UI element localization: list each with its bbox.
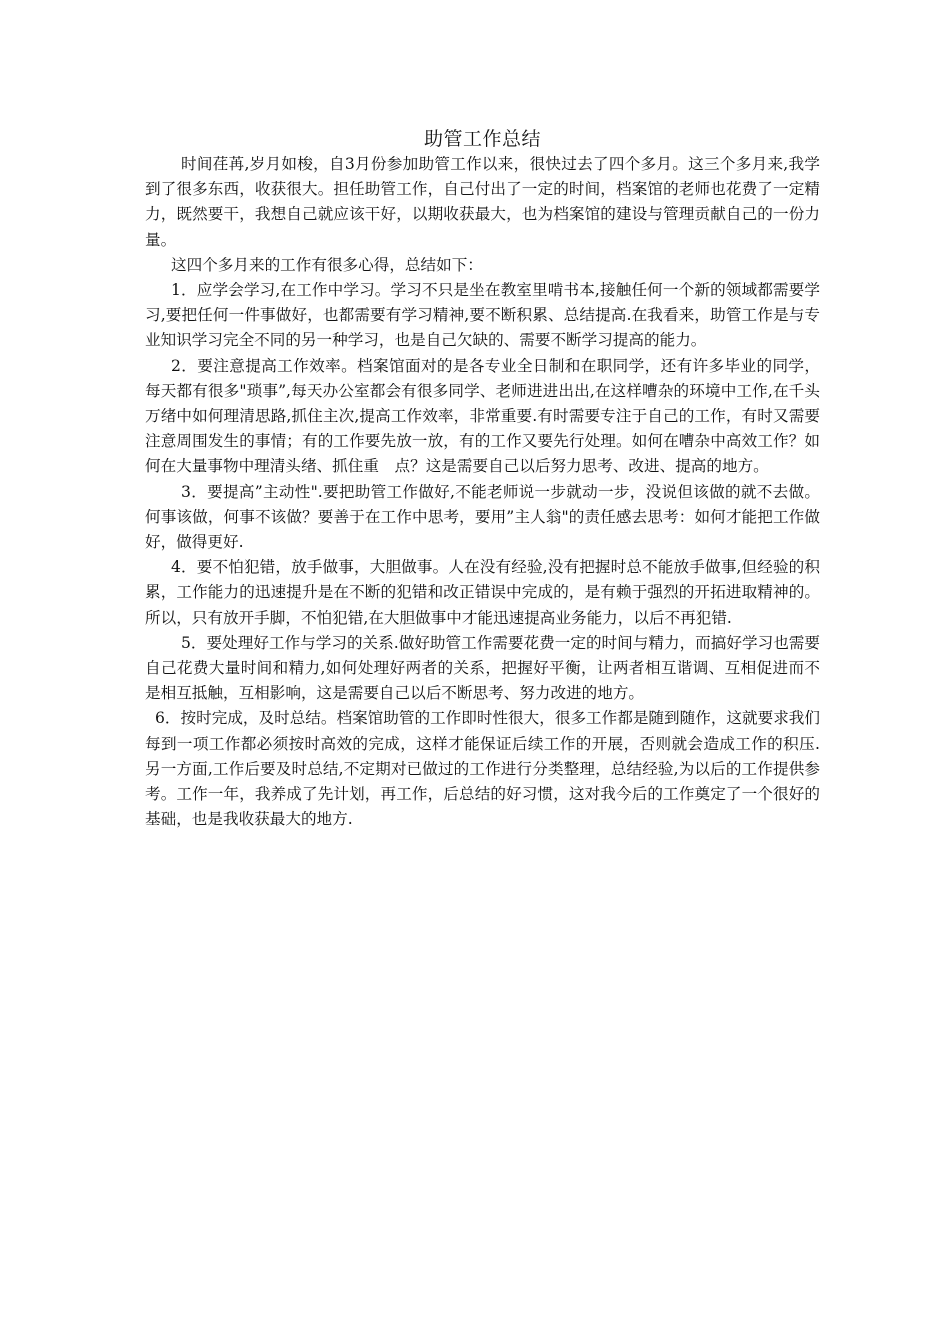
paragraph-point-2: 2．要注意提高工作效率。档案馆面对的是各专业全日制和在职同学，还有许多毕业的同学，每天都有很多"琐事”,每天办公室都会有很多同学、老师进进出出,在这样嘈杂的环境中工作,在千头万绪中如何理清思路,抓住主次,提高工作效率，非常重要.有时需要专注于自己的工作，有时又需要注意周围发生的事情；有的工作要先放一放，有的工作又要先行处理。如何在嘈杂中高效工作？如何在大量事物中理清头绪、抓住重 点？这是需要自己以后努力思考、改进、提高的地方。 — [145, 356, 820, 476]
paragraph-point-3: 3．要提高”主动性".要把助管工作做好,不能老师说一步就动一步，没说但该做的就不去做。何事该做，何事不该做？要善于在工作中思考，要用”主人翁"的责任感去思考：如何才能把工作做好，做得更好. — [145, 482, 820, 552]
document-page — [145, 126, 820, 832]
paragraph-summary-lead: 这四个多月来的工作有很多心得，总结如下： — [171, 255, 483, 274]
paragraph-point-1: 1．应学会学习,在工作中学习。学习不只是坐在教室里啃书本,接触任何一个新的领域都需要学习,要把任何一件事做好，也都需要有学习精神,要不断积累、总结提高.在我看来，助管工作是与专业知识学习完全不同的另一种学习，也是自己欠缺的、需要不断学习提高的能力。 — [145, 281, 820, 350]
document-title: 助管工作总结 — [423, 128, 541, 150]
paragraph-point-5: 5．要处理好工作与学习的关系.做好助管工作需要花费一定的时间与精力，而搞好学习也需要自己花费大量时间和精力,如何处理好两者的关系，把握好平衡，让两者相互谐调、互相促进而不是相互抵触，互相影响，这是需要自己以后不断思考、努力改进的地方。 — [145, 633, 820, 703]
paragraph-point-4: 4．要不怕犯错，放手做事，大胆做事。人在没有经验,没有把握时总不能放手做事,但经验的积累，工作能力的迅速提升是在不断的犯错和改正错误中完成的，是有赖于强烈的开拓进取精神的。所以，只有放开手脚，不怕犯错,在大胆做事中才能迅速提高业务能力，以后不再犯错. — [145, 558, 820, 627]
paragraph-intro: 时间荏苒,岁月如梭，自3月份参加助管工作以来，很快过去了四个多月。这三个多月来,我学到了很多东西，收获很大。担任助管工作，自己付出了一定的时间，档案馆的老师也花费了一定精力，既然要干，我想自己就应该干好，以期收获最大，也为档案馆的建设与管理贡献自己的一份力量。 — [145, 155, 820, 249]
paragraph-point-6: 6．按时完成，及时总结。档案馆助管的工作即时性很大，很多工作都是随到随作，这就要求我们每到一项工作都必须按时高效的完成，这样才能保证后续工作的开展，否则就会造成工作的积压.另一方面,工作后要及时总结,不定期对已做过的工作进行分类整理，总结经验,为以后的工作提供参考。工作一年，我养成了先计划，再工作，后总结的好习惯，这对我今后的工作奠定了一个很好的基础，也是我收获最大的地方. — [145, 709, 820, 829]
